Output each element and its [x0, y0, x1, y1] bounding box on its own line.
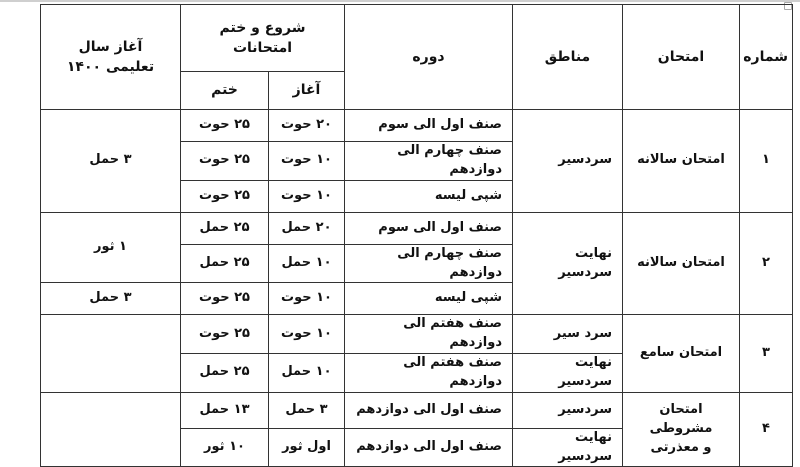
start-date: ۳ حمل: [269, 392, 345, 428]
period: صنف هفتم الی دوازدهم: [345, 354, 513, 393]
period: صنف چهارم الی دوازدهم: [345, 244, 513, 283]
start-date: ۱۰ حمل: [269, 244, 345, 283]
exam-name-line2: و معذرتی: [650, 440, 712, 456]
scan-edge: [0, 0, 800, 2]
start-date: ۲۰ حوت: [269, 110, 345, 142]
exam-name: [623, 392, 740, 467]
region: نهایت سردسیر: [513, 354, 623, 393]
exam-name-line1: امتحان مشروطی: [649, 402, 713, 437]
start-date: ۱۰ حوت: [269, 142, 345, 181]
region: نهایت سردسیر: [513, 212, 623, 315]
header-start-end-label: شروع و ختم امتحانات: [219, 19, 306, 56]
row-number: ۳: [740, 315, 793, 392]
school-year-start: ۳ حمل: [41, 110, 181, 213]
header-start-end: [181, 5, 345, 72]
exam-schedule-table-container: [40, 4, 792, 464]
header-start: آغاز: [269, 72, 345, 110]
row-number: ۲: [740, 212, 793, 315]
school-year-start-empty: [41, 315, 181, 392]
region: نهایت سردسیر: [513, 428, 623, 467]
exam-schedule-table: [40, 4, 793, 467]
period: صنف اول الی سوم: [345, 212, 513, 244]
end-date: ۲۵ حوت: [181, 142, 269, 181]
period: شپی لیسه: [345, 180, 513, 212]
end-date: ۲۵ حوت: [181, 180, 269, 212]
header-number: شماره: [740, 5, 793, 110]
table-row: [41, 212, 793, 244]
school-year-start: ۱ ثور: [41, 212, 181, 283]
table-row: [41, 110, 793, 142]
start-date: ۱۰ حمل: [269, 354, 345, 393]
end-date: ۱۰ ثور: [181, 428, 269, 467]
end-date: ۲۵ حوت: [181, 110, 269, 142]
period: صنف اول الی دوازدهم: [345, 392, 513, 428]
end-date: ۲۵ حمل: [181, 244, 269, 283]
end-date: ۲۵ حوت: [181, 315, 269, 354]
start-date: ۱۰ حوت: [269, 180, 345, 212]
start-date: اول ثور: [269, 428, 345, 467]
start-date: ۱۰ حوت: [269, 283, 345, 315]
period: صنف اول الی سوم: [345, 110, 513, 142]
header-region: مناطق: [513, 5, 623, 110]
end-date: ۲۵ حوت: [181, 283, 269, 315]
header-exam: امتحان: [623, 5, 740, 110]
end-date: ۱۳ حمل: [181, 392, 269, 428]
header-period: دوره: [345, 5, 513, 110]
period: صنف چهارم الی دوازدهم: [345, 142, 513, 181]
period: صنف اول الی دوازدهم: [345, 428, 513, 467]
exam-name: امتحان سامع: [623, 315, 740, 392]
period: شپی لیسه: [345, 283, 513, 315]
region: سردسیر: [513, 110, 623, 213]
table-row: [41, 392, 793, 428]
school-year-start-empty: [41, 392, 181, 467]
region: سردسیر: [513, 392, 623, 428]
period: صنف هفتم الی دوازدهم: [345, 315, 513, 354]
region: سرد سیر: [513, 315, 623, 354]
row-number: ۱: [740, 110, 793, 213]
end-date: ۲۵ حمل: [181, 212, 269, 244]
end-date: ۲۵ حمل: [181, 354, 269, 393]
table-row: [41, 315, 793, 354]
start-date: ۱۰ حوت: [269, 315, 345, 354]
school-year-start: ۳ حمل: [41, 283, 181, 315]
header-row: [41, 5, 793, 72]
header-school-year: [41, 5, 181, 110]
start-date: ۲۰ حمل: [269, 212, 345, 244]
header-end: ختم: [181, 72, 269, 110]
row-number: ۴: [740, 392, 793, 467]
header-school-year-label: آغاز سال تعلیمی ۱۴۰۰: [66, 38, 155, 75]
exam-name: امتحان سالانه: [623, 212, 740, 315]
exam-name: امتحان سالانه: [623, 110, 740, 213]
